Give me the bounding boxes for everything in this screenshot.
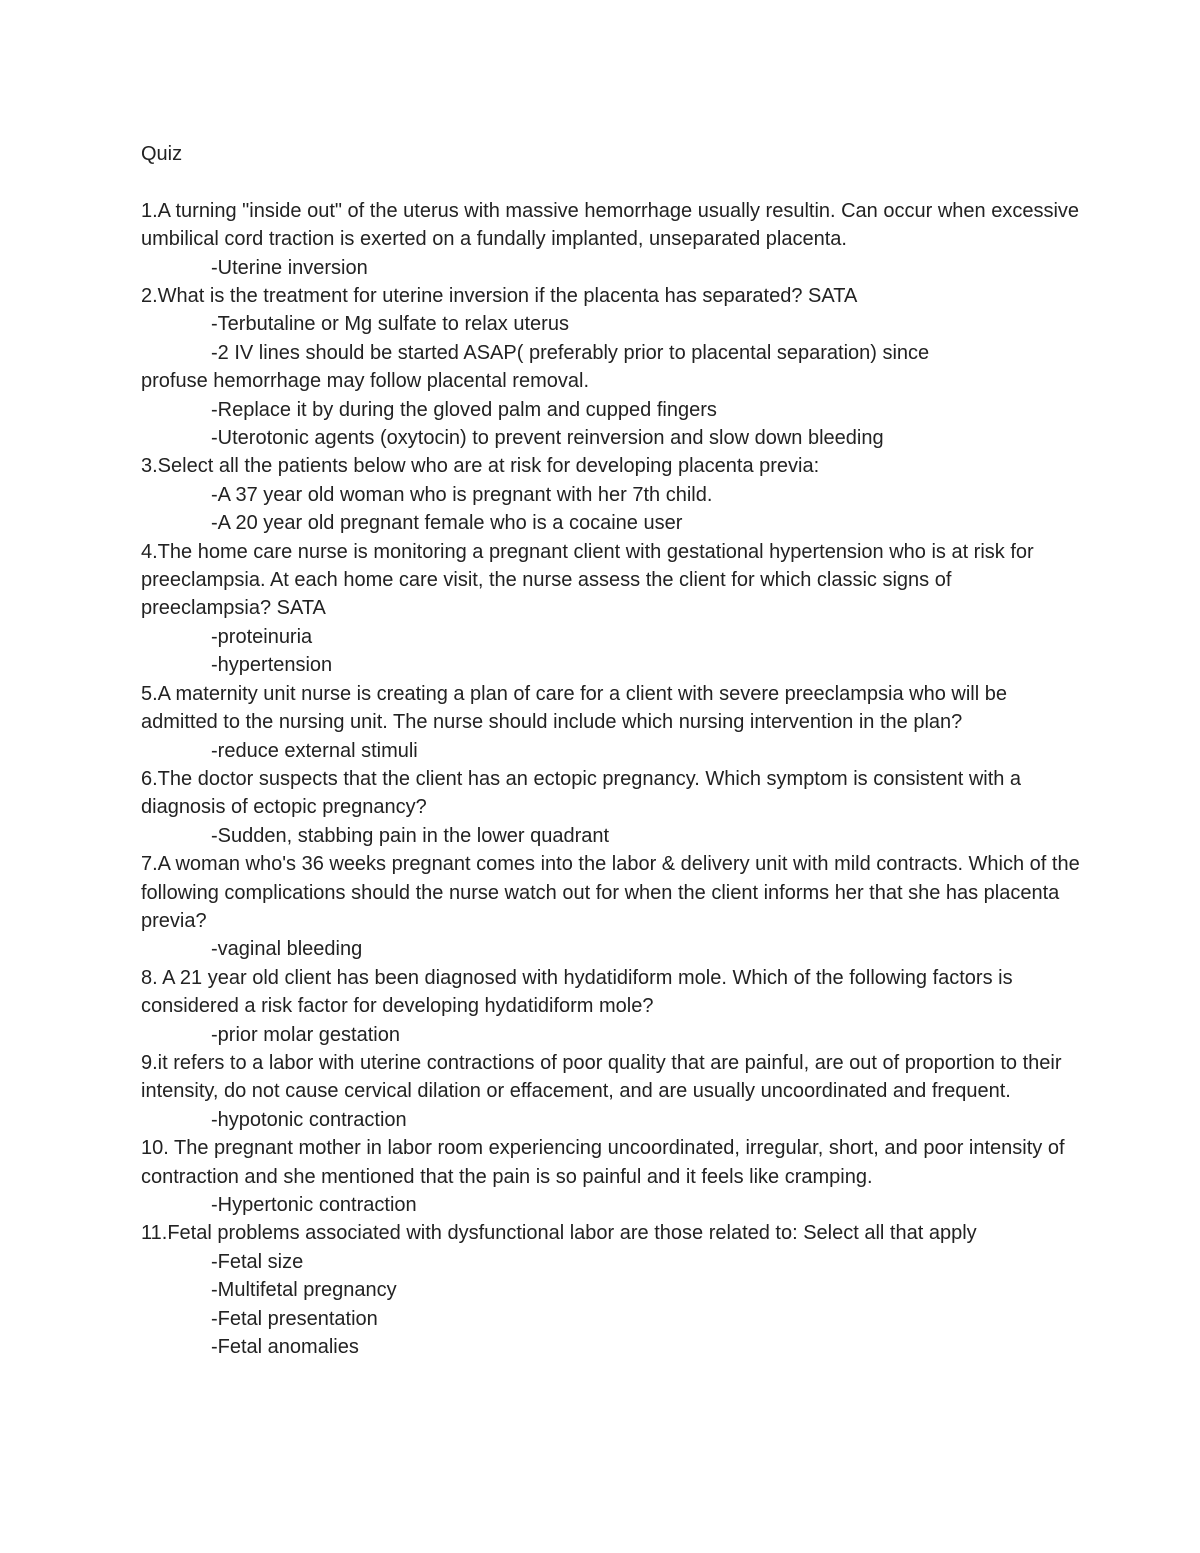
- page-title: Quiz: [141, 143, 183, 165]
- question-8: 8. A 21 year old client has been diagnosed with hydatidiform mole. Which of the following factors is considered a risk factor for developing hydatidiform mole?: [141, 966, 1013, 1018]
- answer-11-1: -Fetal size: [211, 1250, 304, 1273]
- answer-11-3: -Fetal presentation: [211, 1307, 378, 1330]
- answer-4-2: -hypertension: [211, 654, 333, 677]
- question-3: 3.Select all the patients below who are at risk for developing placenta previa:: [141, 455, 820, 478]
- answer-11-4: -Fetal anomalies: [211, 1336, 359, 1359]
- document-page: [141, 140, 1081, 1361]
- answer-2-2-continuation: profuse hemorrhage may follow placental removal.: [141, 370, 589, 393]
- question-7: 7.A woman who's 36 weeks pregnant comes into the labor & delivery unit with mild contracts. Which of the following complications should the nurse watch out for when the client informs her that she has placenta previa?: [141, 853, 1080, 932]
- answer-6-1: -Sudden, stabbing pain in the lower quadrant: [211, 824, 610, 847]
- question-11: 11.Fetal problems associated with dysfunctional labor are those related to: Select all that apply: [141, 1222, 977, 1245]
- answer-2-3: -Replace it by during the gloved palm and cupped fingers: [211, 398, 717, 421]
- question-6: 6.The doctor suspects that the client has an ectopic pregnancy. Which symptom is consistent with a diagnosis of ectopic pregnancy?: [141, 767, 1022, 819]
- answer-4-1: -proteinuria: [211, 625, 313, 648]
- question-2: 2.What is the treatment for uterine inversion if the placenta has separated? SATA: [141, 285, 858, 308]
- answer-5-1: -reduce external stimuli: [211, 739, 418, 762]
- question-5: 5.A maternity unit nurse is creating a plan of care for a client with severe preeclampsia who will be admitted to the nursing unit. The nurse should include which nursing intervention in the plan?: [141, 682, 1007, 734]
- answer-9-1: -hypotonic contraction: [211, 1108, 407, 1131]
- answer-2-4: -Uterotonic agents (oxytocin) to prevent reinversion and slow down bleeding: [211, 427, 884, 450]
- answer-1-1: -Uterine inversion: [211, 256, 368, 279]
- answer-7-1: -vaginal bleeding: [211, 938, 363, 961]
- question-1: 1.A turning "inside out" of the uterus with massive hemorrhage usually resultin. Can occur when excessive umbilical cord traction is exerted on a fundally implanted, unseparated placenta.: [141, 199, 1080, 251]
- answer-3-1: -A 37 year old woman who is pregnant with her 7th child.: [211, 483, 713, 506]
- answer-3-2: -A 20 year old pregnant female who is a cocaine user: [211, 512, 683, 535]
- answer-8-1: -prior molar gestation: [211, 1023, 400, 1046]
- answer-2-1: -Terbutaline or Mg sulfate to relax uterus: [211, 313, 569, 336]
- question-9: 9.it refers to a labor with uterine contractions of poor quality that are painful, are out of proportion to their intensity, do not cause cervical dilation or effacement, and are usually uncoordinated and frequent.: [141, 1051, 1062, 1103]
- answer-11-2: -Multifetal pregnancy: [211, 1279, 397, 1302]
- answer-10-1: -Hypertonic contraction: [211, 1194, 417, 1217]
- answer-2-2: -2 IV lines should be started ASAP( preferably prior to placental separation) since: [211, 341, 930, 364]
- question-4: 4.The home care nurse is monitoring a pregnant client with gestational hypertension who is at risk for preeclampsia. At each home care visit, the nurse assess the client for which classic signs of preeclampsia? SATA: [141, 540, 1034, 620]
- question-10: 10. The pregnant mother in labor room experiencing uncoordinated, irregular, short, and poor intensity of contraction and she mentioned that the pain is so painful and it feels like cramping.: [141, 1137, 1065, 1188]
